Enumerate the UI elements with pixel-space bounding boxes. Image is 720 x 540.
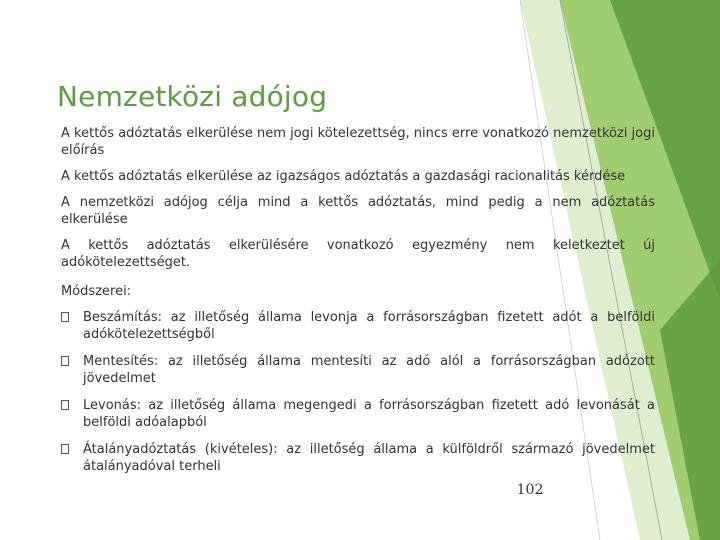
paragraph: A kettős adóztatás elkerülése nem jogi kötelezettség, nincs erre vonatkozó nemzetközi jogi előírás: [61, 126, 655, 158]
method-text: Átalányadóztatás (kivételes): az illetőség állama a külföldről származó jövedelmet átalányadóval terheli: [83, 442, 655, 474]
square-bullet-icon: [61, 312, 69, 322]
slide-content: [61, 125, 655, 485]
paragraph: A kettős adóztatás elkerülésére vonatkozó egyezmény nem keletkeztet új adókötelezettséget.: [61, 238, 655, 270]
methods-list: [61, 309, 655, 475]
methods-heading: Módszerei:: [61, 284, 132, 299]
paragraph: A nemzetközi adójog célja mind a kettős adóztatás, mind pedig a nem adóztatás elkerülése: [61, 195, 655, 227]
square-bullet-icon: [61, 400, 69, 410]
slide-title: Nemzetközi adójog: [57, 80, 328, 113]
list-item: [61, 397, 655, 431]
method-text: Mentesítés: az illetőség állama mentesíti az adó alól a forrásországban adózott jövedelmet: [83, 354, 655, 386]
paragraph: A kettős adóztatás elkerülése az igazságos adóztatás a gazdasági racionalitás kérdése: [61, 169, 626, 184]
list-item: [61, 309, 655, 343]
method-text: Beszámítás: az illetőség állama levonja a forrásországban fizetett adót a belföldi adókötelezettségből: [83, 310, 655, 342]
method-text: Levonás: az illetőség állama megengedi a forrásországban fizetett adó levonását a belföldi adóalapból: [83, 398, 655, 430]
list-item: [61, 441, 655, 475]
page-number: 102: [516, 482, 544, 498]
square-bullet-icon: [61, 444, 69, 454]
list-item: [61, 353, 655, 387]
square-bullet-icon: [61, 356, 69, 366]
